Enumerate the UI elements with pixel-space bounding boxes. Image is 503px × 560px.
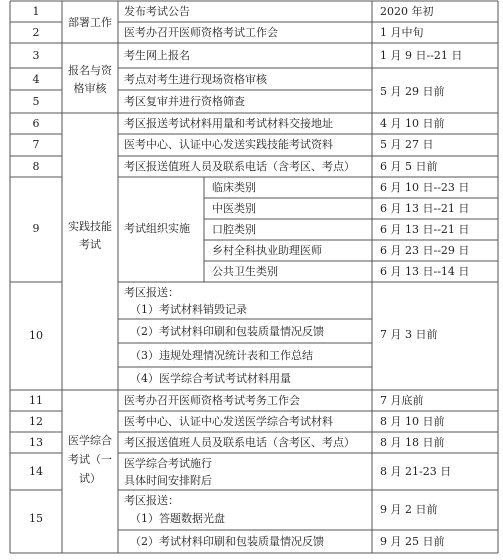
row-number: 14 (29, 465, 43, 478)
row-number: 2 (32, 26, 40, 39)
time-cell: 6 月 5 日前 (380, 160, 438, 173)
task-text: （1）答题数据光盘 (130, 512, 225, 525)
row-number: 3 (32, 49, 40, 62)
sub-category-label: 公共卫生类别 (212, 265, 278, 278)
task-text: 考区报送： (124, 494, 179, 507)
task-text: 考区报送： (124, 286, 179, 299)
row-number: 7 (32, 138, 40, 151)
category-label: 报名与资 (68, 64, 112, 77)
row-number: 8 (32, 160, 40, 173)
row-number: 12 (29, 415, 43, 428)
time-cell: 1 月 9 日--21 日 (380, 49, 463, 62)
time-cell: 6 月 13 日--21 日 (380, 202, 470, 215)
time-cell: 9 月 2 日前 (380, 503, 438, 516)
time-cell: 6 月 23 日--29 日 (380, 244, 470, 257)
row-number: 9 (32, 222, 40, 235)
task-text: （2）考试材料印刷和包装质量情况反馈 (130, 535, 324, 548)
sub-category-label: 口腔类别 (212, 223, 256, 236)
task-text: 考区报送值班人员及联系电话（含考区、考点） (124, 436, 355, 449)
category-label: 考试（一 (68, 453, 112, 466)
task-text: 发布考试公告 (124, 5, 190, 18)
row-number: 11 (29, 394, 43, 407)
row-number: 4 (32, 73, 40, 86)
task-text: 医考中心、认证中心发送医学综合考试材料 (124, 415, 333, 428)
time-cell: 6 月 13 日--21 日 (380, 223, 470, 236)
time-cell: 5 月 27 日 (380, 138, 434, 151)
task-text: （2）考试材料印刷和包装质量情况反馈 (130, 325, 324, 338)
task-text: 考区报送值班人员及联系电话（含考区、考点） (124, 160, 355, 173)
time-cell: 1 月中旬 (380, 26, 424, 39)
time-cell: 5 月 29 日前 (380, 85, 445, 98)
task-text: （3）违规处理情况统计表和工作总结 (130, 349, 313, 362)
time-cell: 7 月 3 日前 (380, 328, 438, 341)
row-number: 15 (29, 512, 43, 525)
task-text: （4）医学综合考试考试材料用量 (130, 372, 291, 385)
task-text: 医考办召开医师资格考试考务工作会 (124, 394, 300, 407)
time-cell: 8 月 18 日前 (380, 436, 445, 449)
task-text: 考区报送考试材料用量和考试材料交接地址 (124, 117, 333, 130)
time-cell: 9 月 25 日前 (380, 535, 445, 548)
row-number: 5 (32, 95, 40, 108)
sub-category-label: 临床类别 (212, 181, 256, 194)
category-label: 部署工作 (68, 16, 112, 29)
category-label: 格审核 (73, 82, 107, 95)
category-label: 考试 (79, 238, 101, 251)
time-cell: 4 月 10 日前 (380, 117, 445, 130)
sub-category-label: 乡村全科执业助理医师 (212, 244, 322, 257)
sub-category-label: 中医类别 (212, 202, 256, 215)
time-cell: 2020 年初 (380, 5, 434, 18)
task-text: 考区复审并进行资格筛查 (124, 95, 245, 108)
task-text: 医考办召开医师资格考试工作会 (124, 26, 278, 39)
task-text: 考生网上报名 (124, 49, 190, 62)
row-number: 1 (32, 5, 40, 18)
task-text: （1）考试材料销毁记录 (130, 303, 247, 316)
task-text: 医考中心、认证中心发送实践技能考试资料 (124, 138, 333, 151)
row-number: 10 (29, 329, 43, 342)
row-number: 6 (32, 117, 40, 130)
time-cell: 8 月 10 日前 (380, 415, 445, 428)
task-text: 具体时间安排附后 (124, 474, 212, 487)
time-cell: 7 月底前 (380, 394, 424, 407)
category-label: 试） (79, 472, 101, 485)
task-text: 考点对考生进行现场资格审核 (124, 73, 267, 86)
time-cell: 6 月 10 日--23 日 (380, 181, 470, 194)
time-cell: 8 月 21-23 日 (380, 465, 452, 478)
task-text: 医学综合考试施行 (124, 457, 212, 470)
row-number: 13 (29, 436, 43, 449)
category-label: 医学综合 (68, 434, 112, 447)
time-cell: 6 月 13 日--14 日 (380, 265, 470, 278)
task-text: 考试组织实施 (124, 222, 190, 235)
category-label: 实践技能 (68, 220, 112, 233)
